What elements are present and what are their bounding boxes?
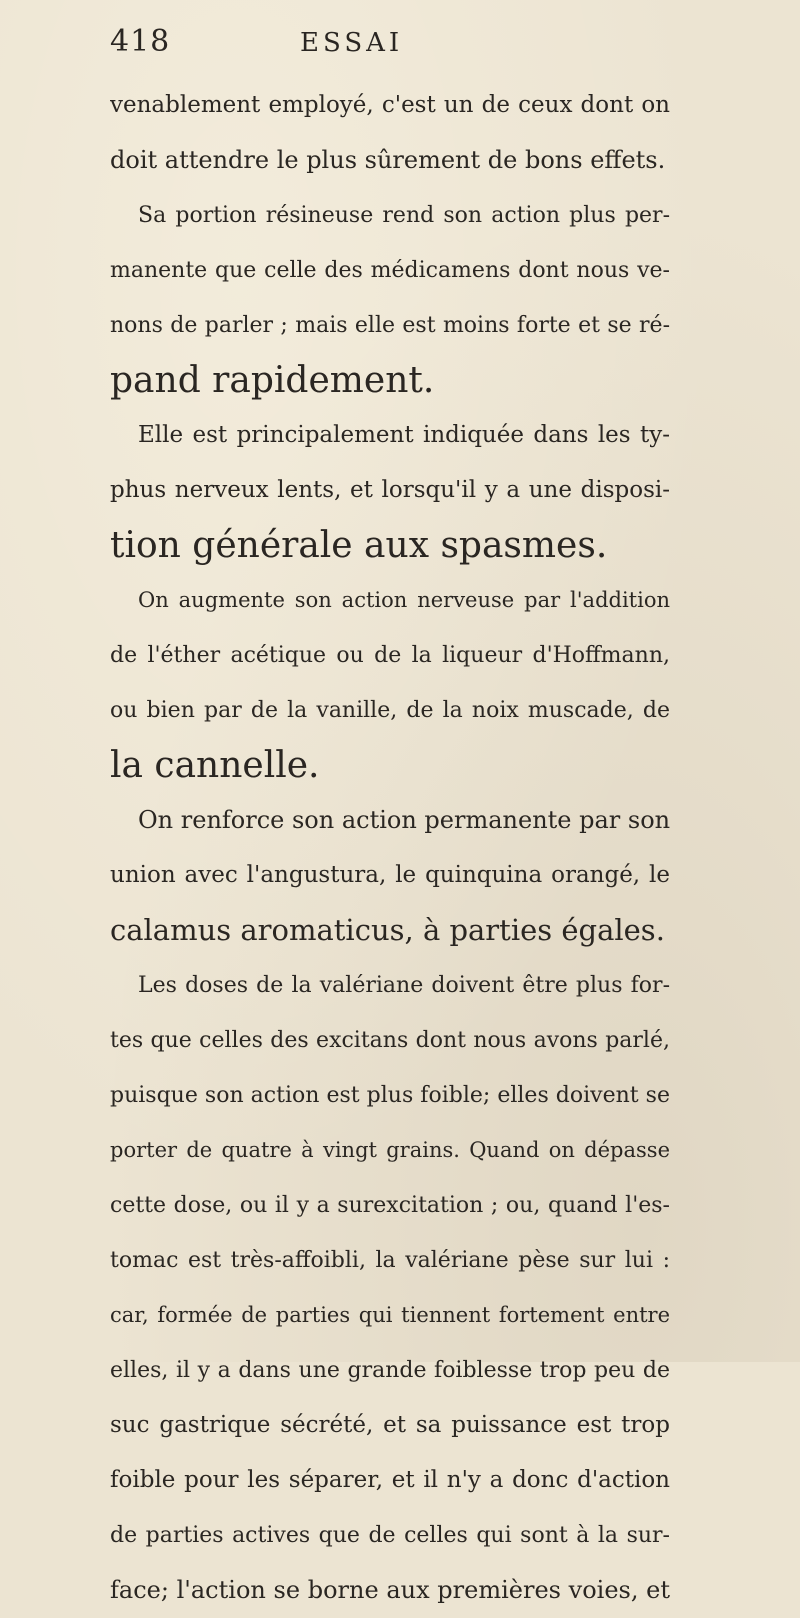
text-line: doit attendre le plus sûrement de bons effets. (110, 146, 666, 174)
text-line: cette dose, ou il y a surexcitation ; ou, quand l'es- (110, 1193, 670, 1218)
text-line: de parties actives que de celles qui sont à la sur- (110, 1523, 670, 1548)
text-line: face; l'action se borne aux premières voies, et (110, 1576, 670, 1604)
text-line: porter de quatre à vingt grains. Quand on dépasse (110, 1138, 670, 1162)
text-line: On renforce son action permanente par son (138, 806, 670, 834)
text-line: tion générale aux spasmes. (110, 525, 608, 566)
text-line: Les doses de la valériane doivent être plus for- (138, 973, 670, 998)
body-text (110, 78, 670, 1618)
text-line: union avec l'angustura, le quinquina orangé, le (110, 862, 670, 888)
text-line: foible pour les séparer, et il n'y a donc d'action (110, 1467, 670, 1493)
text-line: car, formée de parties qui tiennent fortement entre (110, 1303, 670, 1327)
text-line: ou bien par de la vanille, de la noix muscade, de (110, 698, 670, 723)
running-title: ESSAI (300, 28, 404, 58)
text-line: tomac est très-affoibli, la valériane pèse sur lui : (110, 1248, 670, 1273)
text-line: la cannelle. (110, 745, 320, 786)
text-line: tes que celles des excitans dont nous avons parlé, (110, 1028, 670, 1053)
text-line: phus nerveux lents, et lorsqu'il y a une disposi- (110, 477, 670, 503)
text-line: elles, il y a dans une grande foiblesse trop peu de (110, 1358, 670, 1383)
text-line: Elle est principalement indiquée dans les ty- (138, 422, 670, 448)
text-line: de l'éther acétique ou de la liqueur d'Hoffmann, (110, 643, 670, 668)
text-line: puisque son action est plus foible; elles doivent se (110, 1083, 670, 1108)
text-line: On augmente son action nerveuse par l'addition (138, 588, 670, 612)
page-header (110, 24, 710, 74)
text-line: manente que celle des médicamens dont nous ve- (110, 258, 670, 283)
text-line: nons de parler ; mais elle est moins forte et se ré- (110, 313, 670, 338)
text-line: pand rapidement. (110, 360, 435, 401)
text-line: calamus aromaticus, à parties égales. (110, 913, 665, 947)
text-line: suc gastrique sécrété, et sa puissance est trop (110, 1412, 670, 1438)
page-number: 418 (110, 24, 171, 59)
text-line: venablement employé, c'est un de ceux dont on (110, 92, 670, 118)
text-line: Sa portion résineuse rend son action plus per- (138, 203, 670, 228)
